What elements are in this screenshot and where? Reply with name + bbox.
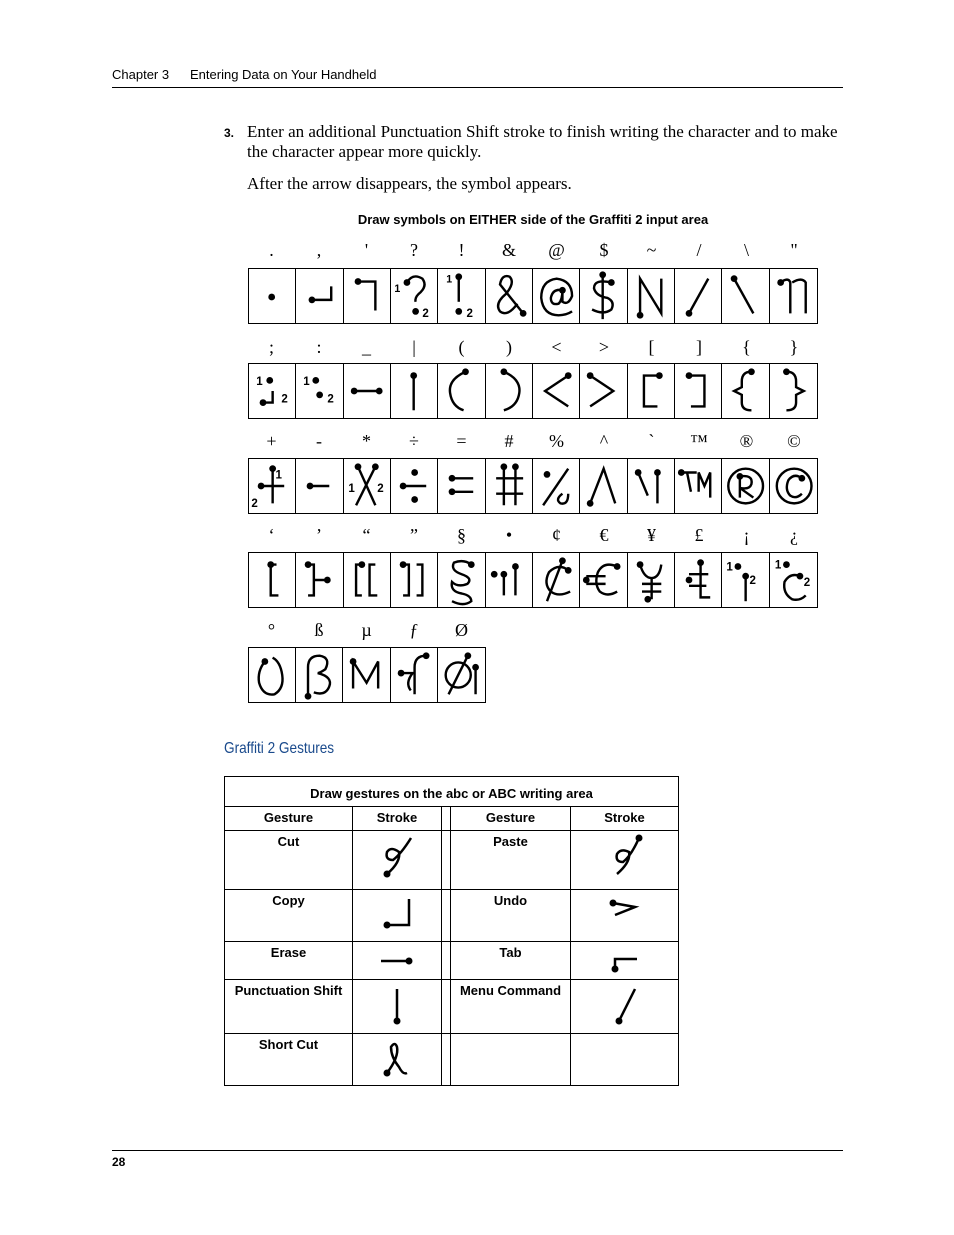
symbol-label: ¢	[552, 525, 561, 545]
column-header-stroke: Stroke	[353, 807, 442, 831]
stroke-equals	[438, 459, 485, 513]
table-row	[225, 890, 679, 942]
symbol-label: &	[501, 240, 516, 260]
symbol-labels-row-1	[248, 240, 818, 264]
symbol-label: @	[548, 240, 565, 260]
symbol-label: ƒ	[409, 620, 419, 640]
gesture-erase: Erase	[225, 942, 353, 980]
stroke-cell	[571, 1034, 679, 1086]
symbol-label: £	[694, 525, 704, 545]
stroke-cell	[571, 890, 679, 942]
table-spacer	[442, 890, 451, 942]
symbol-labels-row-5	[248, 620, 486, 644]
stroke-order-2: 2	[466, 308, 474, 321]
stroke-order-2: 2	[327, 393, 335, 406]
stroke-cell	[353, 890, 442, 942]
stroke-order-1: 1	[394, 283, 401, 296]
symbol-strokes-row-3	[248, 458, 818, 514]
symbol-labels-row-4	[248, 525, 818, 549]
symbol-label: `	[648, 431, 655, 451]
stroke-order-2: 2	[422, 308, 429, 321]
stroke-plus	[249, 459, 296, 513]
stroke-percent	[533, 459, 580, 513]
symbol-label: $	[599, 240, 609, 260]
stroke-dollar	[580, 269, 627, 323]
gesture-empty	[451, 1034, 571, 1086]
gestures-table	[224, 776, 679, 1086]
tab-gesture-stroke	[605, 945, 645, 975]
symbol-strokes-row-1	[248, 268, 818, 324]
stroke-cell	[571, 942, 679, 980]
chapter-title: Entering Data on Your Handheld	[190, 67, 377, 82]
stroke-backtick	[628, 459, 675, 513]
undo-gesture-stroke	[605, 893, 645, 923]
symbol-label: !	[458, 240, 465, 260]
stroke-caret	[580, 459, 627, 513]
symbol-label: ;	[268, 337, 274, 357]
stroke-euro	[580, 553, 627, 607]
stroke-open-paren	[438, 364, 485, 418]
stroke-tilde	[628, 269, 675, 323]
symbol-label: <	[551, 337, 562, 357]
symbol-labels-row-2	[248, 337, 818, 361]
symbol-label: °	[267, 620, 276, 640]
gesture-paste: Paste	[451, 831, 571, 890]
symbol-label: "	[790, 240, 798, 260]
symbol-strokes-row-5	[248, 647, 486, 703]
stroke-open-brace	[722, 364, 769, 418]
stroke-cell	[353, 1034, 442, 1086]
stroke-order-1: 1	[348, 482, 355, 495]
stroke-order-2: 2	[281, 393, 288, 406]
stroke-divide	[391, 459, 438, 513]
stroke-florin	[391, 648, 438, 702]
stroke-degree	[249, 648, 296, 702]
stroke-greater-than	[580, 364, 627, 418]
symbol-label: /	[696, 240, 702, 260]
stroke-left-double-quote	[344, 553, 391, 607]
stroke-o-slash	[438, 648, 485, 702]
stroke-cell	[353, 942, 442, 980]
stroke-order-1: 1	[303, 376, 311, 389]
stroke-order-2: 2	[749, 574, 757, 587]
gestures-table-caption: Draw gestures on the abc or ABC writing area	[225, 777, 679, 807]
symbol-label: ¡	[743, 525, 750, 545]
symbol-label: =	[456, 431, 467, 451]
symbol-strokes-row-4	[248, 552, 818, 608]
stroke-inverted-question	[770, 553, 817, 607]
stroke-pound	[675, 553, 722, 607]
cut-gesture-stroke	[377, 834, 417, 884]
stroke-close-paren	[486, 364, 533, 418]
stroke-cent	[533, 553, 580, 607]
stroke-cell	[353, 980, 442, 1034]
stroke-trademark	[675, 459, 722, 513]
stroke-asterisk	[344, 459, 391, 513]
symbol-label: ¿	[790, 525, 798, 545]
symbol-label: )	[506, 337, 512, 357]
symbol-label: {	[742, 337, 751, 357]
column-header-gesture: Gesture	[451, 807, 571, 831]
symbol-label: ¥	[647, 525, 656, 545]
punctuation-shift-gesture-stroke	[377, 983, 417, 1029]
step-number: 3.	[224, 126, 235, 140]
table-row	[225, 942, 679, 980]
column-header-stroke: Stroke	[571, 807, 679, 831]
page-footer	[112, 1150, 843, 1169]
stroke-colon	[296, 364, 343, 418]
symbol-label: |	[412, 337, 416, 357]
table-spacer	[442, 831, 451, 890]
symbol-label: (	[458, 337, 465, 357]
stroke-cell	[571, 831, 679, 890]
chapter-label: Chapter 3	[112, 67, 170, 82]
stroke-quote	[770, 269, 817, 323]
stroke-section	[438, 553, 485, 607]
gesture-punctuation-shift: Punctuation Shift	[225, 980, 353, 1034]
gesture-undo: Undo	[451, 890, 571, 942]
symbol-label: ß	[314, 620, 324, 640]
erase-gesture-stroke	[377, 945, 417, 975]
stroke-semicolon	[249, 364, 296, 418]
gesture-menu-command: Menu Command	[451, 980, 571, 1034]
stroke-order-1: 1	[726, 561, 734, 574]
page-number: 28	[112, 1155, 126, 1169]
stroke-slash	[675, 269, 722, 323]
symbol-label: Ø	[455, 620, 468, 640]
stroke-period	[249, 269, 296, 323]
stroke-less-than	[533, 364, 580, 418]
column-header-gesture: Gesture	[225, 807, 353, 831]
symbol-label: ~	[646, 240, 657, 260]
symbol-label: _	[362, 337, 371, 357]
gestures-title: Graffiti 2 Gestures	[224, 740, 335, 757]
table-spacer	[442, 807, 451, 831]
table-spacer	[442, 942, 451, 980]
stroke-cell	[353, 831, 442, 890]
stroke-cell	[571, 980, 679, 1034]
stroke-right-single-quote	[296, 553, 343, 607]
symbol-label: >	[598, 337, 610, 357]
stroke-yen	[628, 553, 675, 607]
symbols-caption: Draw symbols on EITHER side of the Graffiti 2 input area	[357, 212, 709, 227]
symbol-label: #	[504, 431, 514, 451]
symbol-strokes-row-2	[248, 363, 818, 419]
stroke-order-2: 2	[251, 498, 258, 511]
symbol-label: }	[789, 337, 799, 357]
stroke-backslash	[722, 269, 769, 323]
symbol-label: -	[316, 431, 322, 451]
symbol-label: “	[362, 525, 371, 545]
symbol-label: ?	[410, 240, 418, 260]
stroke-ampersand	[486, 269, 533, 323]
paste-gesture-stroke	[605, 834, 645, 884]
stroke-comma	[296, 269, 343, 323]
copy-gesture-stroke	[377, 893, 417, 935]
stroke-minus	[296, 459, 343, 513]
symbol-label: ’	[316, 525, 322, 545]
symbol-label: %	[549, 431, 564, 451]
gesture-copy: Copy	[225, 890, 353, 942]
short-cut-gesture-stroke	[377, 1037, 417, 1081]
table-spacer	[442, 1034, 451, 1086]
stroke-copyright	[770, 459, 817, 513]
stroke-bullet	[486, 553, 533, 607]
symbol-label: ™	[690, 431, 708, 451]
stroke-close-brace	[770, 364, 817, 418]
table-row	[225, 1034, 679, 1086]
stroke-question	[391, 269, 438, 323]
symbol-label: :	[316, 337, 322, 357]
symbol-label: ,	[316, 240, 322, 260]
stroke-order-1: 1	[275, 469, 282, 482]
symbol-label: .	[269, 240, 274, 260]
stroke-right-double-quote	[391, 553, 438, 607]
stroke-open-bracket	[628, 364, 675, 418]
symbol-label: *	[362, 431, 371, 451]
symbol-label: ©	[787, 431, 801, 451]
stroke-exclamation	[438, 269, 485, 323]
symbol-label: §	[457, 525, 466, 545]
symbol-label: ”	[410, 525, 418, 545]
stroke-sharp-s	[296, 648, 343, 702]
stroke-order-1: 1	[256, 376, 263, 389]
symbol-label: ®	[739, 431, 754, 451]
symbol-label: µ	[361, 620, 372, 640]
stroke-underscore	[344, 364, 391, 418]
running-header	[112, 66, 843, 88]
stroke-registered	[722, 459, 769, 513]
table-spacer	[442, 980, 451, 1034]
symbol-label: ÷	[409, 431, 419, 451]
stroke-micro	[343, 648, 390, 702]
symbol-label: +	[266, 431, 277, 451]
stroke-close-bracket	[675, 364, 722, 418]
symbol-labels-row-3	[248, 431, 818, 455]
menu-command-gesture-stroke	[605, 983, 645, 1029]
stroke-order-2: 2	[376, 482, 384, 495]
symbol-label: [	[648, 337, 655, 357]
step-text: Enter an additional Punctuation Shift stroke to finish writing the character and to make the character appear more quickly.	[247, 122, 838, 161]
symbol-label: \	[743, 240, 749, 260]
step-result-text: After the arrow disappears, the symbol appears.	[247, 174, 572, 193]
stroke-pipe	[391, 364, 438, 418]
gesture-cut: Cut	[225, 831, 353, 890]
stroke-order-1: 1	[774, 559, 781, 572]
table-row	[225, 980, 679, 1034]
symbol-label: ‘	[268, 525, 275, 545]
stroke-at	[533, 269, 580, 323]
symbol-label: ]	[696, 337, 702, 357]
symbol-label: ^	[599, 431, 609, 451]
stroke-order-2: 2	[803, 576, 810, 589]
stroke-order-1: 1	[446, 273, 453, 286]
gesture-short-cut: Short Cut	[225, 1034, 353, 1086]
table-row	[225, 831, 679, 890]
stroke-inverted-exclamation	[722, 553, 769, 607]
stroke-left-single-quote	[249, 553, 296, 607]
symbol-label: •	[505, 525, 513, 545]
symbol-label: €	[599, 525, 609, 545]
stroke-hash	[486, 459, 533, 513]
symbol-label: '	[364, 240, 369, 260]
gesture-tab: Tab	[451, 942, 571, 980]
stroke-apostrophe	[344, 269, 391, 323]
